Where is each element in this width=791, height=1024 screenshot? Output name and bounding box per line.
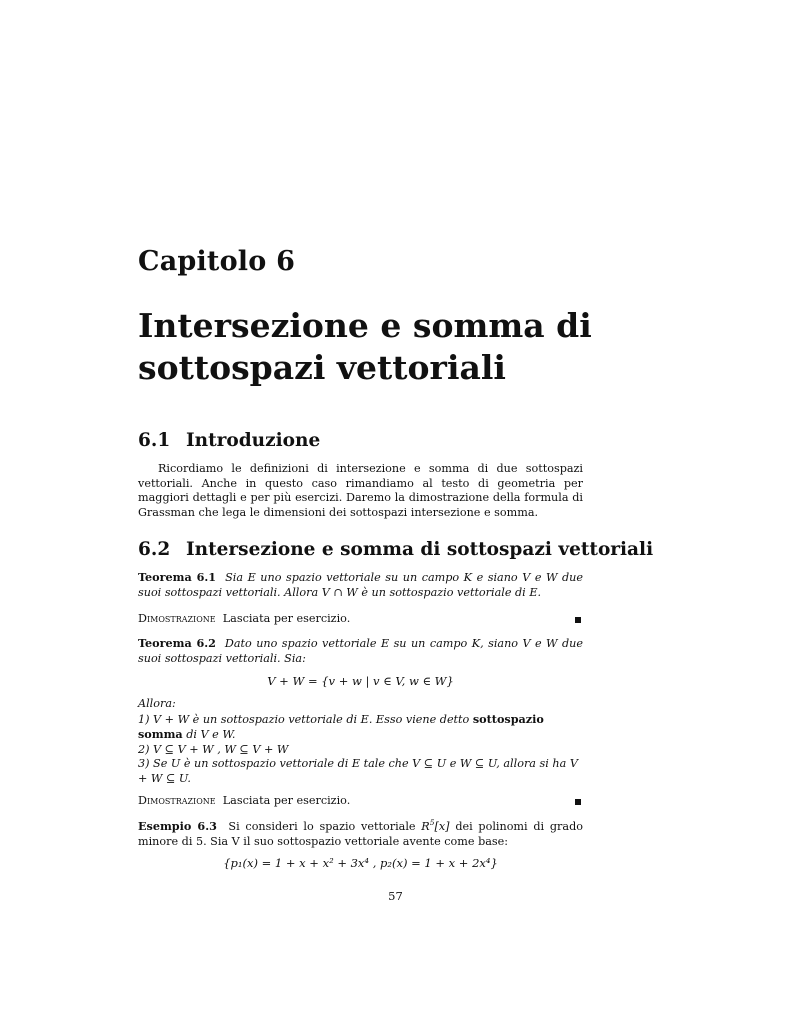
- proof-label: Dimostrazione: [138, 794, 216, 807]
- theorem-statement: Dato uno spazio vettoriale E su un campo K, siano V e W due suoi sottospazi vettoriali. Sia:: [138, 637, 583, 665]
- basis-formula: {p₁(x) = 1 + x + x² + 3x⁴ , p₂(x) = 1 + x + 2x⁴}: [223, 856, 498, 870]
- chapter-title: [138, 305, 658, 389]
- page-number: 57: [388, 889, 403, 903]
- example-6-3: [138, 819, 583, 849]
- intro-paragraph: Ricordiamo le definizioni di intersezione e somma di due sottospazi vettoriali. Anche in questo caso rimandiamo al testo di geometria per maggiori dettagli e per più esercizi. Daremo la dimostrazione della formula di Grassman che lega le dimensioni dei sottospazi intersezione e somma.: [138, 462, 583, 519]
- chapter-label: Capitolo 6: [138, 246, 296, 277]
- sum-formula: V + W = {v + w | v ∈ V, w ∈ W}: [267, 674, 454, 688]
- item-1: [138, 712, 583, 743]
- example-label: Esempio 6.3: [138, 819, 217, 833]
- item-1-text: 1) V + W è un sottospazio vettoriale di E. Esso viene detto: [138, 712, 470, 726]
- theorem-statement: Sia E uno spazio vettoriale su un campo K e siano V e W due suoi sottospazi vettoriali. Allora V ∩ W è un sottospazio vettoriale di E.: [138, 571, 583, 599]
- chapter-title-line2: sottospazi vettoriali: [138, 348, 506, 387]
- space-symbol: R: [421, 820, 430, 833]
- section-heading-intersezione: [138, 539, 653, 560]
- theorem-6-2: [138, 636, 583, 666]
- item-2: 2) V ⊆ V + W , W ⊆ V + W: [138, 742, 289, 756]
- proof-label: Dimostrazione: [138, 612, 216, 625]
- section-heading-introduzione: [138, 430, 320, 451]
- example-text-post: dei polinomi di grado minore di 5. Sia V il suo sottospazio vettoriale avente come base:: [138, 820, 583, 848]
- proof-text: Lasciata per esercizio.: [222, 794, 351, 807]
- space-exponent: 5: [429, 818, 435, 827]
- section-number: 6.2: [138, 539, 171, 560]
- theorem-label: Teorema 6.2: [138, 636, 216, 650]
- section-title: Introduzione: [186, 430, 321, 451]
- proof-text: Lasciata per esercizio.: [222, 612, 351, 625]
- chapter-title-line1: Intersezione e somma di: [138, 306, 592, 345]
- section-number: 6.1: [138, 430, 171, 451]
- qed-square-icon: [575, 617, 581, 623]
- theorem-label: Teorema 6.1: [138, 570, 217, 584]
- space-argument: [x]: [434, 820, 450, 833]
- proof-6-1: [138, 612, 583, 627]
- allora-line: Allora:: [138, 697, 176, 710]
- proof-6-2: [138, 794, 583, 809]
- qed-square-icon: [575, 799, 581, 805]
- section-title: Intersezione e somma di sottospazi vettoriali: [186, 539, 654, 560]
- polynomial-space: [421, 820, 449, 833]
- theorem-6-1: [138, 570, 583, 600]
- theorem-6-2-consequences: [138, 697, 583, 787]
- item-3: 3) Se U è un sottospazio vettoriale di E tale che V ⊆ U e W ⊆ U, allora si ha V + W ⊆ U.: [138, 757, 578, 785]
- example-text-pre: Si consideri lo spazio vettoriale: [228, 820, 416, 833]
- item-1-term: sottospazio somma: [138, 711, 544, 742]
- item-1-tail: di V e W.: [186, 728, 236, 742]
